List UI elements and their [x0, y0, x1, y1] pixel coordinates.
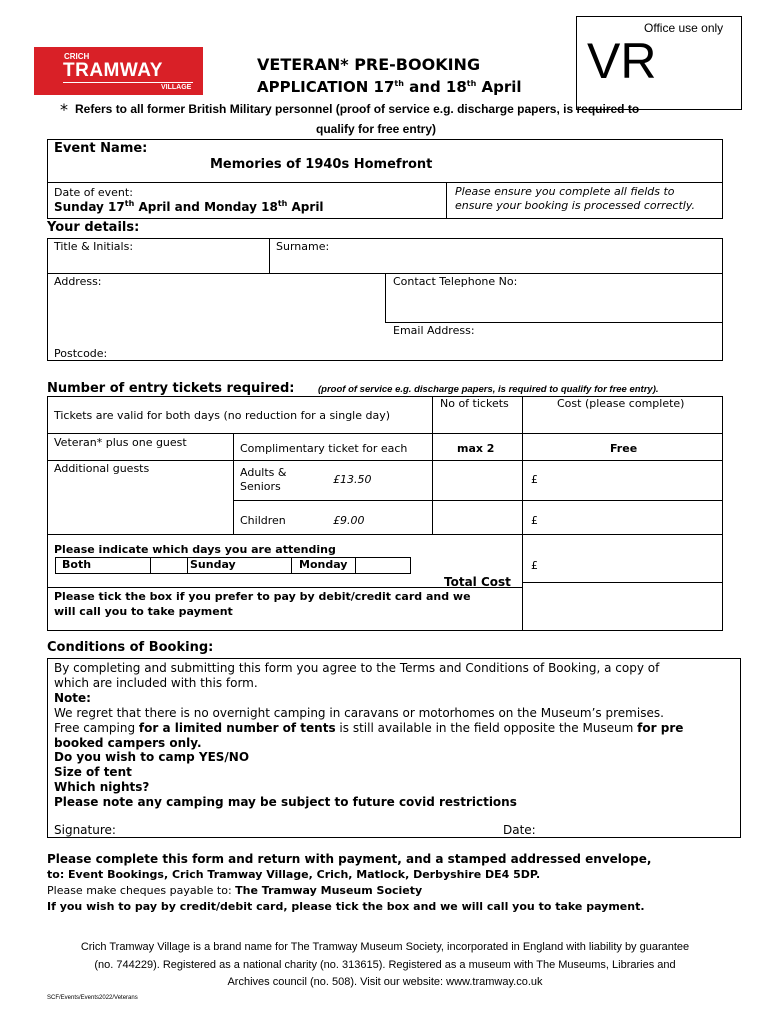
camp-question-yesno[interactable]: Do you wish to camp YES/NO: [54, 750, 250, 764]
cheque-label: Please make cheques payable to:: [47, 884, 236, 897]
office-use-box: [576, 16, 742, 110]
footer-line1: Crich Tramway Village is a brand name for The Tramway Museum Society, incorporated in England with liability by guarantee: [80, 941, 690, 953]
conditions-camping: [54, 721, 683, 735]
cheque-line: [47, 884, 422, 897]
day-sunday-option[interactable]: Sunday: [190, 558, 236, 571]
conditions-heading: Conditions of Booking:: [47, 640, 214, 655]
children-cost-field[interactable]: £: [531, 514, 538, 527]
camp-part-a: Free camping: [54, 721, 139, 735]
office-use-label: Office use only: [644, 21, 724, 35]
camp-part-d: for pre: [637, 721, 684, 735]
total-cost-field[interactable]: £: [531, 559, 538, 572]
complimentary-label: Complimentary ticket for each: [240, 442, 408, 455]
cheque-payee: The Tramway Museum Society: [235, 884, 423, 897]
day-monday-checkbox[interactable]: [356, 558, 410, 573]
conditions-regret: We regret that there is no overnight camping in caravans or motorhomes on the Museum’s premises.: [54, 706, 664, 720]
subtitle-part-a: APPLICATION 17: [257, 78, 395, 96]
day-both-checkbox[interactable]: [151, 558, 187, 573]
event-name-value: Memories of 1940s Homefront: [210, 157, 433, 172]
additional-label: Additional guests: [54, 462, 150, 475]
camp-part-c: is still available in the field opposite the Museum: [335, 721, 638, 735]
footer-ref: SCF/Events/Events2022/Veterans: [47, 995, 138, 1001]
subtitle-sup1: th: [394, 79, 404, 88]
adults-line2: Seniors: [240, 480, 281, 493]
days-heading: Please indicate which days you are attending: [54, 543, 336, 556]
details-heading: Your details:: [47, 220, 140, 235]
card-payment-note: If you wish to pay by credit/debit card, please tick the box and we will call you to take payment.: [47, 900, 645, 913]
surname-field[interactable]: Surname:: [276, 240, 330, 253]
card-tick-box[interactable]: [523, 583, 722, 630]
logo-underline: [63, 82, 193, 83]
page-title: VETERAN* PRE-BOOKING: [257, 55, 481, 74]
tickets-heading: Number of entry tickets required:: [47, 381, 295, 396]
email-field[interactable]: Email Address:: [393, 324, 475, 337]
veteran-free: Free: [610, 442, 638, 455]
event-date-label: Date of event:: [54, 186, 133, 199]
date-part-a: Sunday 17: [54, 200, 125, 214]
adults-no-input[interactable]: [433, 461, 522, 500]
camp-question-nights[interactable]: Which nights?: [54, 780, 150, 794]
phone-field[interactable]: Contact Telephone No:: [393, 275, 518, 288]
adults-cost-field[interactable]: £: [531, 473, 538, 486]
date-sup1: th: [124, 199, 135, 208]
logo: [34, 47, 203, 95]
valid-note: Tickets are valid for both days (no reduction for a single day): [54, 409, 391, 422]
children-label: Children: [240, 514, 286, 527]
day-monday-option[interactable]: Monday: [299, 558, 348, 571]
col-no-tickets: No of tickets: [440, 397, 509, 410]
date-sup2: th: [277, 199, 288, 208]
date-part-c: April: [287, 200, 324, 214]
office-use-code: VR: [587, 33, 657, 89]
children-no-input[interactable]: [433, 501, 522, 534]
event-note-line2: ensure your booking is processed correctly.: [455, 199, 695, 212]
event-note-line1: Please ensure you complete all fields to: [455, 185, 675, 198]
conditions-para1-line1: By completing and submitting this form you agree to the Terms and Conditions of Booking, a copy of: [54, 661, 660, 675]
page-subtitle: [257, 78, 522, 96]
footer-line3: Archives council (no. 508). Visit our website: www.tramway.co.uk: [227, 976, 543, 988]
subtitle-sup2: th: [466, 79, 477, 88]
subtitle-part-b: and 18: [403, 78, 467, 96]
event-date-value: [54, 199, 324, 214]
veteran-label: Veteran* plus one guest: [54, 436, 187, 449]
return-line2: to: Event Bookings, Crich Tramway Village, Crich, Matlock, Derbyshire DE4 5DP.: [47, 868, 541, 881]
logo-line2: TRAMWAY: [63, 60, 163, 81]
card-line1: Please tick the box if you prefer to pay by debit/credit card and we: [54, 590, 471, 603]
veteran-max: max 2: [457, 442, 495, 455]
subtitle-part-c: April: [476, 78, 522, 96]
logo-line1: CRICH: [64, 52, 90, 61]
postcode-field[interactable]: Postcode:: [54, 347, 108, 360]
camp-part-b: for a limited number of tents: [138, 721, 336, 735]
col-cost: Cost (please complete): [557, 397, 685, 410]
children-price: £9.00: [333, 514, 365, 527]
date-field[interactable]: Date:: [503, 823, 536, 837]
conditions-note: Note:: [54, 691, 91, 705]
camp-question-tent-size[interactable]: Size of tent: [54, 765, 132, 779]
logo-line3: VILLAGE: [161, 84, 192, 91]
adults-line1: Adults &: [240, 466, 287, 479]
date-part-b: April and Monday 18: [134, 200, 278, 214]
conditions-para1-line2: which are included with this form.: [54, 676, 258, 690]
event-name-label: Event Name:: [54, 141, 148, 156]
total-cost-label: Total Cost: [444, 575, 511, 589]
tickets-heading-note: (proof of service e.g. discharge papers, is required to qualify for free entry).: [318, 384, 659, 395]
return-line1: Please complete this form and return with payment, and a stamped addressed envelope,: [47, 852, 652, 866]
camp-part-e: booked campers only.: [54, 736, 202, 750]
card-line2: will call you to take payment: [54, 605, 233, 618]
day-both-option[interactable]: Both: [62, 558, 92, 571]
covid-note: Please note any camping may be subject to future covid restrictions: [54, 795, 517, 809]
footnote-line1: Refers to all former British Military personnel (proof of service e.g. discharge papers, is required to: [75, 102, 640, 116]
footnote-line2: qualify for free entry): [316, 122, 437, 136]
signature-field[interactable]: Signature:: [54, 823, 116, 837]
title-initials-field[interactable]: Title & Initials:: [54, 240, 134, 253]
footer-line2: (no. 744229). Registered as a national charity (no. 313615). Registered as a museum with The Museums, Libraries and: [94, 959, 676, 971]
address-field[interactable]: Address:: [54, 275, 102, 288]
footnote-star: *: [60, 100, 68, 119]
adults-price: £13.50: [333, 473, 372, 486]
